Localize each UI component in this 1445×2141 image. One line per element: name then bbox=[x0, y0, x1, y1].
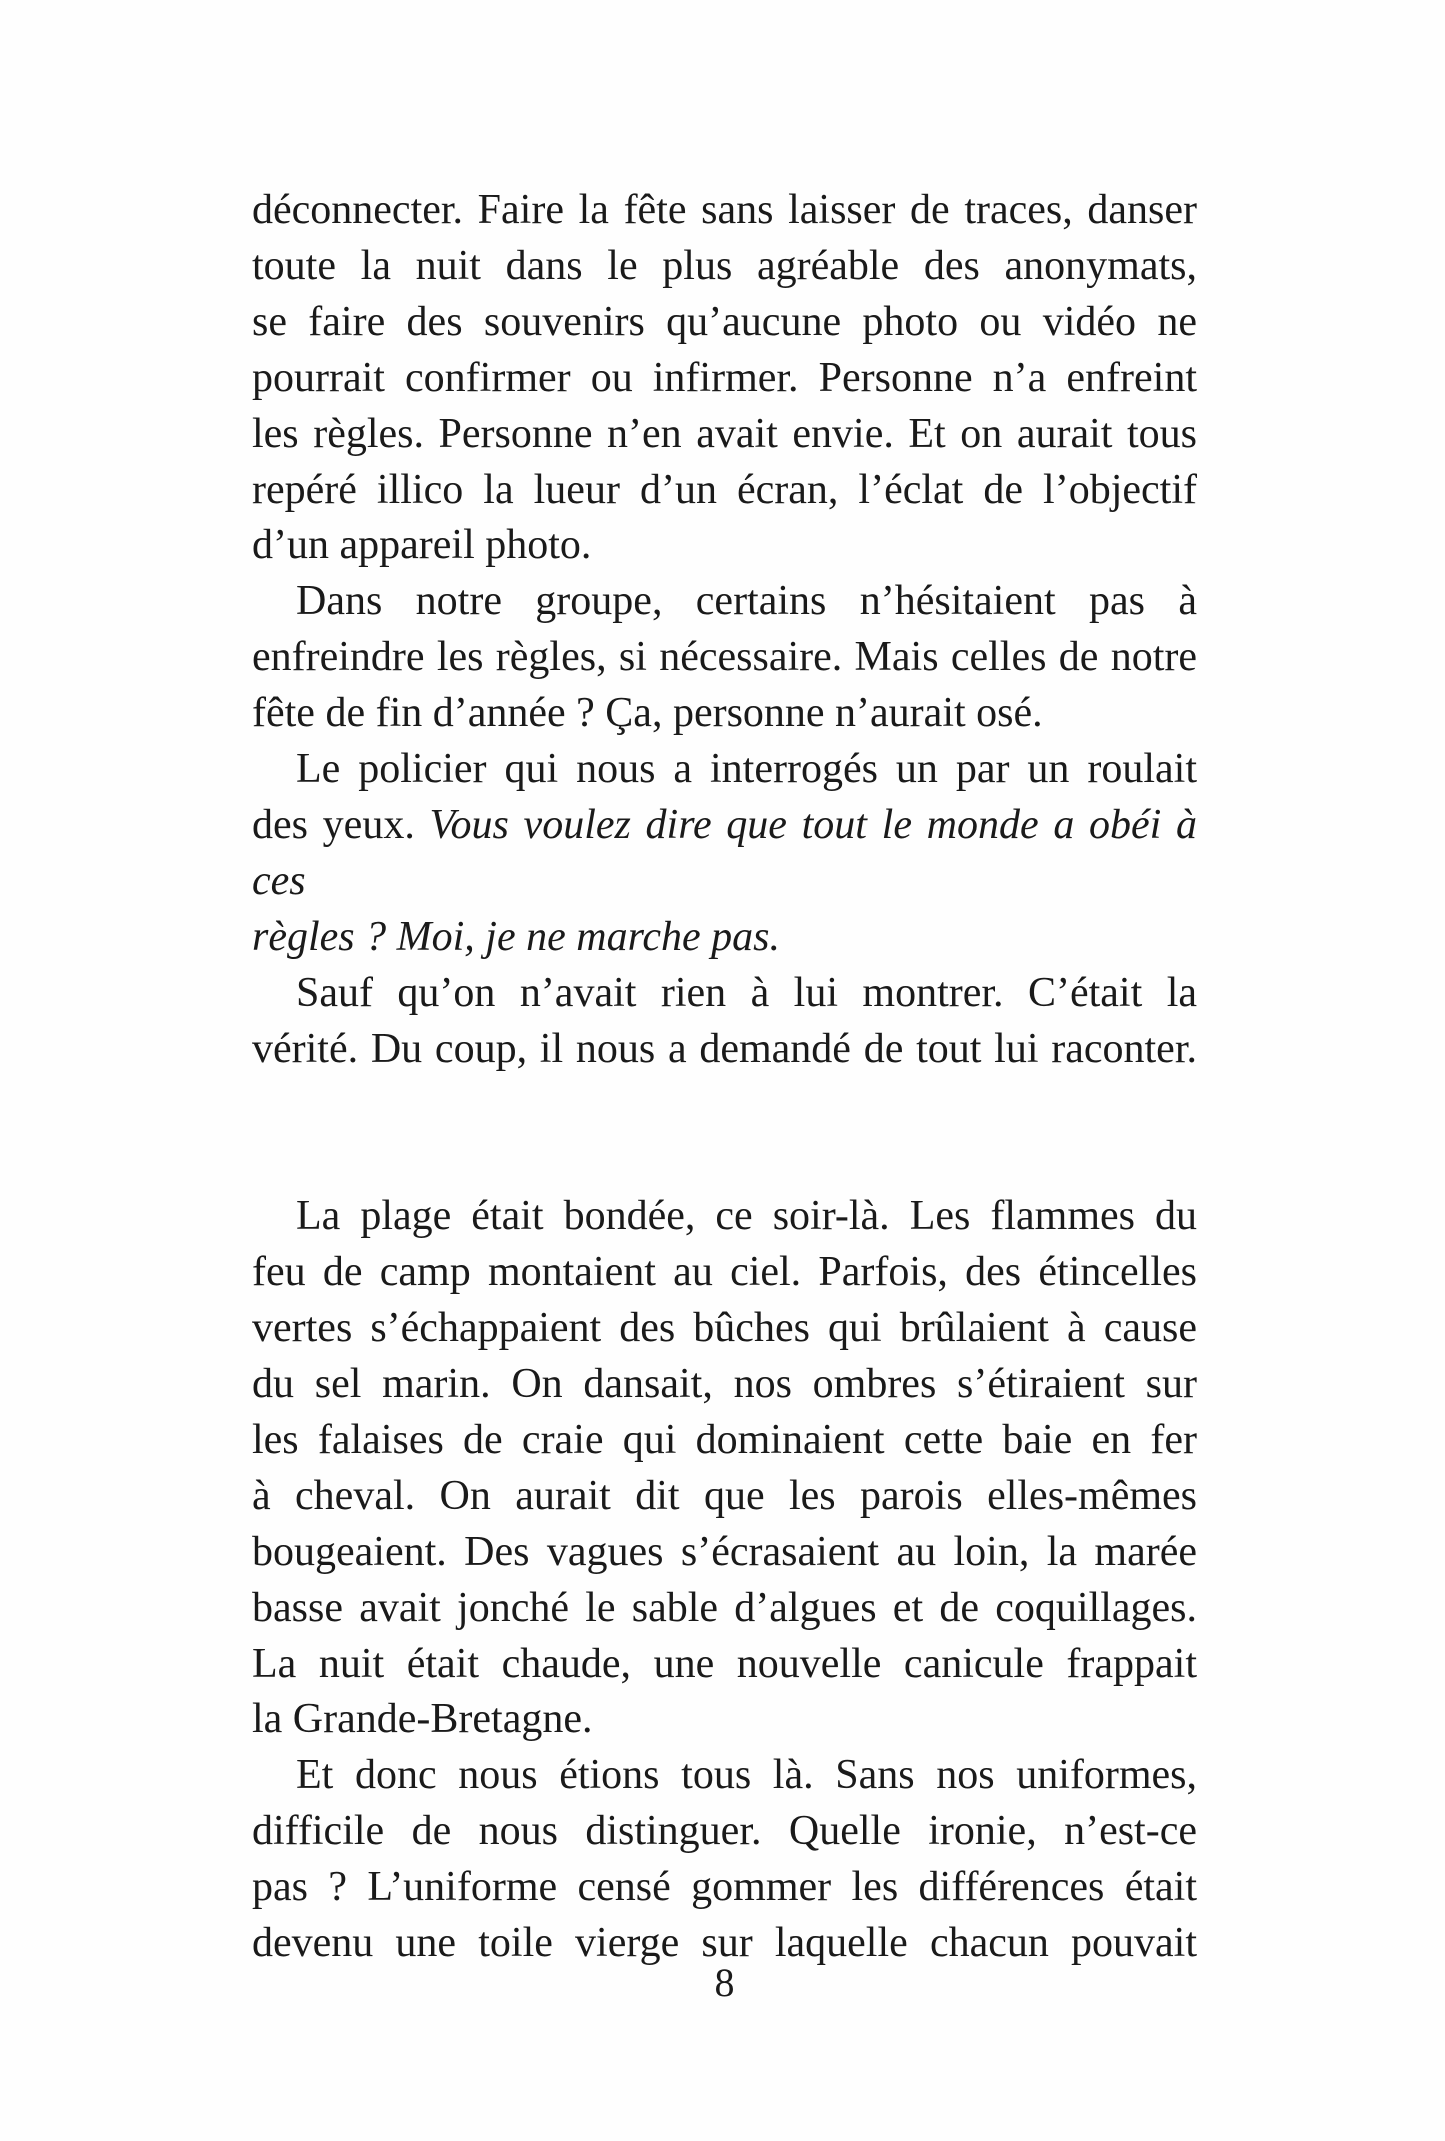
text-segment: toute la nuit dans le plus agréable des anonymats, bbox=[252, 242, 1197, 289]
text-segment: pourrait confirmer ou infirmer. Personne n’a enfreint bbox=[252, 354, 1197, 401]
text-line bbox=[252, 1637, 1197, 1693]
text-segment: à cheval. On aurait dit que les parois elles-mêmes bbox=[252, 1472, 1197, 1519]
text-segment: se faire des souvenirs qu’aucune photo ou vidéo ne bbox=[252, 298, 1197, 345]
text-segment: Dans notre groupe, certains n’hésitaient pas à bbox=[296, 578, 1197, 625]
italic-text-segment: règles ? Moi, je ne marche pas. bbox=[252, 913, 780, 960]
text-line bbox=[252, 1860, 1197, 1916]
text-line bbox=[252, 351, 1197, 407]
text-line bbox=[252, 574, 1197, 630]
text-line bbox=[252, 1189, 1197, 1245]
text-line bbox=[252, 463, 1197, 519]
text-line bbox=[252, 1525, 1197, 1581]
text-segment: la Grande-Bretagne. bbox=[252, 1696, 593, 1743]
text-line bbox=[252, 798, 1197, 910]
text-line bbox=[252, 239, 1197, 295]
text-line bbox=[252, 1581, 1197, 1637]
text-segment: des yeux. bbox=[252, 801, 430, 848]
text-segment: du sel marin. On dansait, nos ombres s’étiraient sur bbox=[252, 1361, 1197, 1408]
text-segment: vertes s’échappaient des bûches qui brûlaient à cause bbox=[252, 1305, 1197, 1352]
text-line bbox=[252, 295, 1197, 351]
text-segment: enfreindre les règles, si nécessaire. Mais celles de notre bbox=[252, 634, 1197, 681]
text-line bbox=[252, 1245, 1197, 1301]
text-segment: fête de fin d’année ? Ça, personne n’aurait osé. bbox=[252, 690, 1043, 737]
text-line bbox=[252, 966, 1197, 1022]
italic-text-segment: Vous voulez dire que tout le monde a obéi à ces bbox=[252, 801, 1198, 904]
text-line bbox=[252, 407, 1197, 463]
text-line bbox=[252, 1748, 1197, 1804]
text-line bbox=[252, 742, 1197, 798]
text-line bbox=[252, 1469, 1197, 1525]
text-line bbox=[252, 686, 1197, 742]
text-segment: vérité. Du coup, il nous a demandé de tout lui raconter. bbox=[252, 1025, 1197, 1072]
text-line bbox=[252, 518, 1197, 574]
text-segment: difficile de nous distinguer. Quelle ironie, n’est-ce bbox=[252, 1808, 1197, 1855]
page-number: 8 bbox=[714, 1960, 735, 2005]
text-segment: pas ? L’uniforme censé gommer les différences était bbox=[252, 1864, 1197, 1911]
text-segment: bougeaient. Des vagues s’écrasaient au loin, la marée bbox=[252, 1528, 1197, 1575]
text-line bbox=[252, 910, 1197, 966]
text-segment: La nuit était chaude, une nouvelle canicule frappait bbox=[252, 1640, 1197, 1687]
text-segment: La plage était bondée, ce soir-là. Les flammes du bbox=[296, 1193, 1197, 1240]
text-line bbox=[252, 1692, 1197, 1748]
text-line bbox=[252, 630, 1197, 686]
text-segment: feu de camp montaient au ciel. Parfois, des étincelles bbox=[252, 1249, 1197, 1296]
text-segment: repéré illico la lueur d’un écran, l’éclat de l’objectif bbox=[252, 466, 1197, 513]
text-segment: Et donc nous étions tous là. Sans nos uniformes, bbox=[296, 1752, 1197, 1799]
text-segment: Le policier qui nous a interrogés un par un roulait bbox=[296, 746, 1197, 793]
text-line bbox=[252, 183, 1197, 239]
text-line bbox=[252, 1022, 1197, 1078]
text-line bbox=[252, 1413, 1197, 1469]
text-line bbox=[252, 1357, 1197, 1413]
page-text bbox=[252, 183, 1197, 1972]
text-segment: les règles. Personne n’en avait envie. Et on aurait tous bbox=[252, 410, 1197, 457]
text-line bbox=[252, 1804, 1197, 1860]
text-segment: basse avait jonché le sable d’algues et de coquillages. bbox=[252, 1584, 1197, 1631]
text-line bbox=[252, 1301, 1197, 1357]
text-segment: les falaises de craie qui dominaient cette baie en fer bbox=[252, 1416, 1197, 1463]
text-segment: d’un appareil photo. bbox=[252, 522, 592, 569]
text-segment: déconnecter. Faire la fête sans laisser de traces, danser bbox=[252, 187, 1197, 233]
text-segment: devenu une toile vierge sur laquelle chacun pouvait bbox=[252, 1920, 1197, 1967]
text-segment: Sauf qu’on n’avait rien à lui montrer. C’était la bbox=[296, 969, 1197, 1016]
